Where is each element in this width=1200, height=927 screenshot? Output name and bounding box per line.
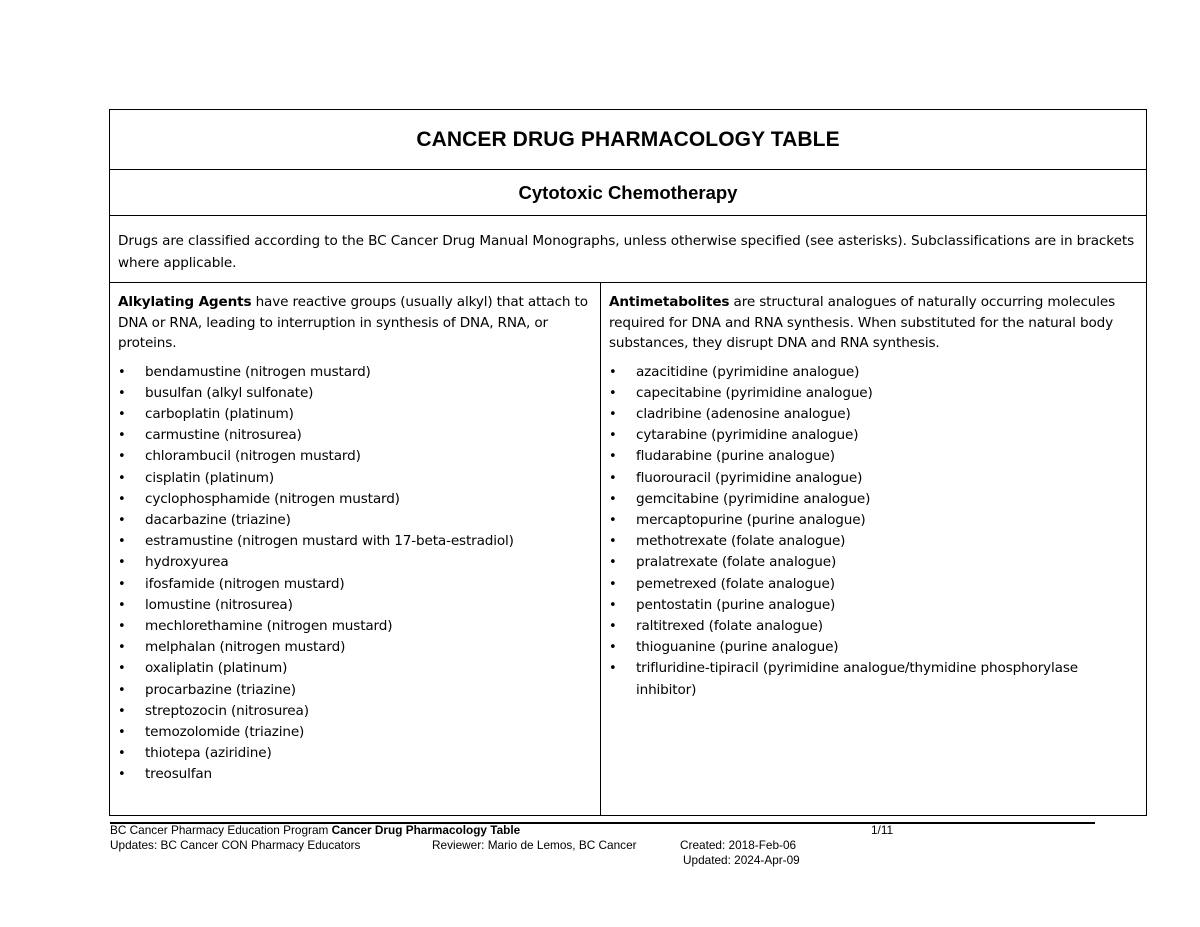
drug-name: mechlorethamine (nitrogen mustard): [145, 617, 393, 634]
alkylating-agents-list: [118, 362, 592, 786]
antimetabolites-description: [609, 292, 1138, 354]
bullet-icon: •: [609, 555, 617, 571]
bullet-icon: •: [118, 470, 126, 486]
drug-name: busulfan (alkyl sulfonate): [145, 384, 314, 401]
drug-list-item: [609, 446, 1138, 467]
bullet-icon: •: [118, 512, 126, 528]
bullet-icon: •: [118, 618, 126, 634]
bullet-icon: •: [609, 470, 617, 486]
antimetabolites-text: are structural analogues of naturally occurring molecules required for DNA and RNA synthesis. When substituted for the natural body substances, they disrupt DNA and RNA synthesis.: [609, 294, 1116, 351]
drug-list-item: [609, 404, 1138, 425]
drug-name: mercaptopurine (purine analogue): [636, 511, 866, 528]
drug-name: cisplatin (platinum): [145, 469, 275, 486]
drug-list-item: [609, 552, 1138, 573]
drug-list-item: [118, 637, 592, 658]
drug-name: carmustine (nitrosurea): [145, 427, 302, 444]
drug-name: cladribine (adenosine analogue): [636, 405, 851, 422]
bullet-icon: •: [609, 534, 617, 550]
bullet-icon: •: [609, 661, 617, 677]
antimetabolites-heading: Antimetabolites: [609, 294, 730, 310]
bullet-icon: •: [118, 703, 126, 719]
bullet-icon: •: [118, 449, 126, 465]
bullet-icon: •: [609, 640, 617, 656]
drug-list-item: [609, 595, 1138, 616]
subtitle-cell: [110, 170, 1147, 216]
page-footer: [110, 823, 1096, 868]
bullet-icon: •: [118, 640, 126, 656]
drug-list-item: [118, 404, 592, 425]
drug-list-item: [609, 425, 1138, 446]
bullet-icon: •: [609, 618, 617, 634]
drug-list-item: [118, 425, 592, 446]
drug-name: temozolomide (triazine): [145, 723, 305, 740]
bullet-icon: •: [118, 364, 126, 380]
footer-program: BC Cancer Pharmacy Education Program: [110, 823, 332, 837]
bullet-icon: •: [609, 406, 617, 422]
drug-name: capecitabine (pyrimidine analogue): [636, 384, 873, 401]
drug-list-item: [118, 701, 592, 722]
bullet-icon: •: [609, 576, 617, 592]
drug-list-item: [609, 510, 1138, 531]
pharmacology-table: [109, 109, 1147, 816]
drug-name: pralatrexate (folate analogue): [636, 554, 837, 571]
drug-name: thioguanine (purine analogue): [636, 639, 839, 656]
title-cell: [110, 110, 1147, 170]
bullet-icon: •: [609, 428, 617, 444]
bullet-icon: •: [609, 364, 617, 380]
drug-name: pemetrexed (folate analogue): [636, 575, 835, 592]
bullet-icon: •: [118, 661, 126, 677]
drug-list-item: [118, 531, 592, 552]
bullet-icon: •: [118, 555, 126, 571]
drug-name: azacitidine (pyrimidine analogue): [636, 363, 860, 380]
bullet-icon: •: [609, 385, 617, 401]
drug-name: raltitrexed (folate analogue): [636, 617, 823, 634]
bullet-icon: •: [118, 576, 126, 592]
drug-list-item: [118, 468, 592, 489]
drug-list-item: [118, 595, 592, 616]
drug-list-item: [118, 680, 592, 701]
drug-name: hydroxyurea: [145, 554, 229, 571]
drug-name: fluorouracil (pyrimidine analogue): [636, 469, 863, 486]
drug-list-item: [118, 552, 592, 573]
alkylating-agents-cell: [110, 283, 601, 816]
drug-name: gemcitabine (pyrimidine analogue): [636, 490, 871, 507]
bullet-icon: •: [118, 385, 126, 401]
drug-list-item: [609, 383, 1138, 404]
drug-list-item: [609, 637, 1138, 658]
footer-document-name: Cancer Drug Pharmacology Table: [331, 823, 521, 837]
bullet-icon: •: [609, 597, 617, 613]
page-title: CANCER DRUG PHARMACOLOGY TABLE: [416, 128, 840, 151]
drug-name: ifosfamide (nitrogen mustard): [145, 575, 345, 592]
footer-updates: Updates: BC Cancer CON Pharmacy Educators: [110, 838, 361, 852]
drug-list-item: [118, 446, 592, 467]
drug-list-item: [118, 574, 592, 595]
bullet-icon: •: [118, 767, 126, 783]
drug-list-item: [118, 743, 592, 764]
footer-updated-date: Updated: 2024-Apr-09: [683, 853, 800, 867]
drug-name: trifluridine-tipiracil (pyrimidine analogue/thymidine phosphorylase inhibitor): [636, 660, 1078, 698]
bullet-icon: •: [118, 534, 126, 550]
drug-list-item: [609, 362, 1138, 383]
drug-name: cytarabine (pyrimidine analogue): [636, 427, 859, 444]
drug-name: treosulfan: [145, 766, 213, 783]
drug-list-item: [118, 764, 592, 785]
footer-reviewer: Reviewer: Mario de Lemos, BC Cancer: [432, 838, 637, 852]
drug-name: streptozocin (nitrosurea): [145, 702, 309, 719]
drug-name: oxaliplatin (platinum): [145, 660, 288, 677]
drug-list-item: [118, 616, 592, 637]
drug-name: melphalan (nitrogen mustard): [145, 639, 346, 656]
drug-list-item: [609, 616, 1138, 637]
alkylating-agents-heading: Alkylating Agents: [118, 294, 252, 310]
drug-list-item: [609, 468, 1138, 489]
drug-list-item: [118, 489, 592, 510]
bullet-icon: •: [609, 512, 617, 528]
drug-list-item: [609, 489, 1138, 510]
alkylating-agents-text: have reactive groups (usually alkyl) that attach to DNA or RNA, leading to interruption in synthesis of DNA, RNA, or proteins.: [118, 294, 588, 351]
intro-text: Drugs are classified according to the BC Cancer Drug Manual Monographs, unless otherwise specified (see asterisks). Subclassifications are in brackets where applicable.: [118, 233, 1135, 271]
drug-name: estramustine (nitrogen mustard with 17-beta-estradiol): [145, 533, 514, 550]
drug-list-item: [118, 722, 592, 743]
bullet-icon: •: [118, 597, 126, 613]
drug-list-item: [609, 574, 1138, 595]
drug-name: carboplatin (platinum): [145, 405, 294, 422]
footer-created-date: Created: 2018-Feb-06: [680, 838, 797, 852]
drug-name: chlorambucil (nitrogen mustard): [145, 448, 361, 465]
drug-list-item: [609, 531, 1138, 552]
drug-name: bendamustine (nitrogen mustard): [145, 363, 371, 380]
bullet-icon: •: [118, 724, 126, 740]
bullet-icon: •: [118, 491, 126, 507]
antimetabolites-cell: [601, 283, 1147, 816]
bullet-icon: •: [118, 428, 126, 444]
drug-list-item: [118, 510, 592, 531]
drug-name: thiotepa (aziridine): [145, 745, 272, 762]
drug-name: dacarbazine (triazine): [145, 511, 291, 528]
drug-list-item: [118, 383, 592, 404]
bullet-icon: •: [609, 449, 617, 465]
drug-name: fludarabine (purine analogue): [636, 448, 835, 465]
drug-name: procarbazine (triazine): [145, 681, 296, 698]
bullet-icon: •: [609, 491, 617, 507]
antimetabolites-list: [609, 362, 1138, 701]
drug-list-item: [609, 658, 1138, 700]
drug-list-item: [118, 362, 592, 383]
drug-name: lomustine (nitrosurea): [145, 596, 293, 613]
alkylating-agents-description: [118, 292, 592, 354]
bullet-icon: •: [118, 682, 126, 698]
bullet-icon: •: [118, 746, 126, 762]
drug-name: methotrexate (folate analogue): [636, 533, 846, 550]
drug-name: pentostatin (purine analogue): [636, 596, 836, 613]
intro-cell: [110, 216, 1147, 283]
drug-name: cyclophosphamide (nitrogen mustard): [145, 490, 400, 507]
page-number: 1/11: [871, 823, 894, 837]
section-subtitle: Cytotoxic Chemotherapy: [518, 182, 738, 203]
drug-list-item: [118, 658, 592, 679]
bullet-icon: •: [118, 406, 126, 422]
